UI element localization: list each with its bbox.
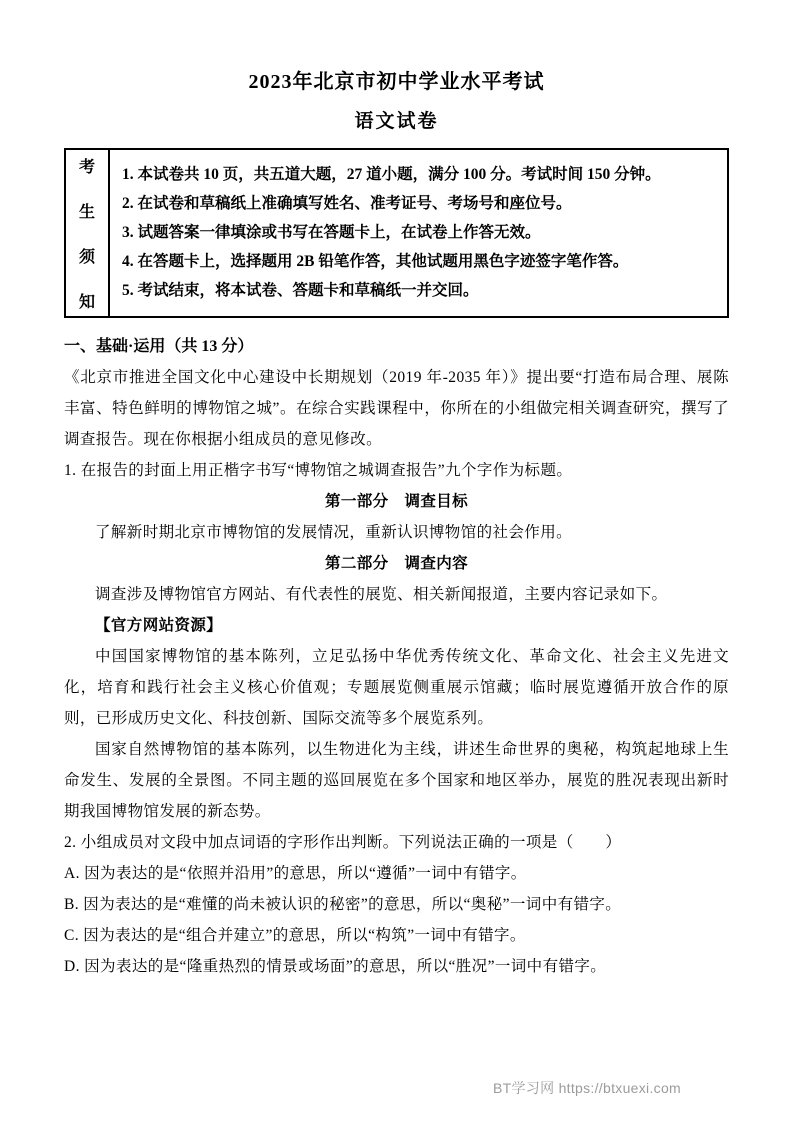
notice-side-char: 考 [78, 159, 95, 176]
option-a: A. 因为表达的是“依照并沿用”的意思，所以“遵循”一词中有错字。 [64, 865, 527, 882]
question-2: 2. 小组成员对文段中加点词语的字形作出判断。下列说法正确的一项是（ ） [64, 834, 622, 851]
notice-item: 1. 本试卷共 10 页，共五道大题，27 道小题，满分 100 分。考试时间 150 分钟。 [122, 166, 661, 183]
candidate-notice-box [64, 148, 729, 318]
notice-items [110, 150, 727, 316]
question-1: 1. 在报告的封面上用正楷字书写“博物馆之城调查报告”九个字作为标题。 [64, 462, 573, 479]
option-c: C. 因为表达的是“组合并建立”的意思，所以“构筑”一词中有错字。 [64, 927, 526, 944]
notice-item: 5. 考试结束，将本试卷、答题卡和草稿纸一并交回。 [122, 282, 479, 299]
part2-heading: 第二部分 调查内容 [324, 555, 469, 572]
exam-content [64, 332, 729, 982]
section-heading: 一、基础·运用（共 13 分） [64, 338, 254, 355]
notice-side-label [66, 150, 110, 316]
part1-heading: 第一部分 调查目标 [324, 493, 469, 510]
notice-side-char: 知 [78, 294, 95, 311]
part1-text: 了解新时期北京市博物馆的发展情况，重新认识博物馆的社会作用。 [95, 524, 573, 541]
notice-side-char: 生 [78, 204, 95, 221]
option-b: B. 因为表达的是“难懂的尚未被认识的秘密”的意思，所以“奥秘”一词中有错字。 [64, 896, 622, 913]
passage-natural-museum: 国家自然博物馆的基本陈列，以生物进化为主线，讲述生命世界的奥秘，构筑起地球上生命发生、发展的全景图。不同主题的巡回展览在多个国家和地区举办，展览的胜况表现出新时期我国博物馆发展的新态势。 [64, 741, 729, 820]
notice-item: 3. 试题答案一律填涂或书写在答题卡上，在试卷上作答无效。 [122, 224, 541, 241]
website-resources-heading: 【官方网站资源】 [95, 617, 223, 634]
intro-paragraph: 《北京市推进全国文化中心建设中长期规划（2019 年-2035 年）》提出要“打造布局合理、展陈丰富、特色鲜明的博物馆之城”。在综合实践课程中，你所在的小组做完相关调查研究，撰写了调查报告。现在你根据小组成员的意见修改。 [64, 369, 729, 448]
page-subtitle: 语文试卷 [354, 111, 439, 132]
part2-text: 调查涉及博物馆官方网站、有代表性的展览、相关新闻报道，主要内容记录如下。 [95, 586, 668, 603]
notice-item: 4. 在答题卡上，选择题用 2B 铅笔作答，其他试题用黑色字迹签字笔作答。 [122, 253, 629, 270]
notice-item: 2. 在试卷和草稿纸上准确填写姓名、准考证号、考场号和座位号。 [122, 195, 572, 212]
page-title: 2023年北京市初中学业水平考试 [248, 71, 545, 93]
notice-side-char: 须 [78, 249, 95, 266]
option-d: D. 因为表达的是“隆重热烈的情景或场面”的意思，所以“胜况”一词中有错字。 [64, 958, 607, 975]
watermark-footer: BT学习网 https://btxuexi.com [493, 1080, 681, 1096]
passage-national-museum: 中国国家博物馆的基本陈列，立足弘扬中华优秀传统文化、革命文化、社会主义先进文化，培育和践行社会主义核心价值观；专题展览侧重展示馆藏；临时展览遵循开放合作的原则，已形成历史文化、科技创新、国际交流等多个展览系列。 [64, 648, 729, 727]
